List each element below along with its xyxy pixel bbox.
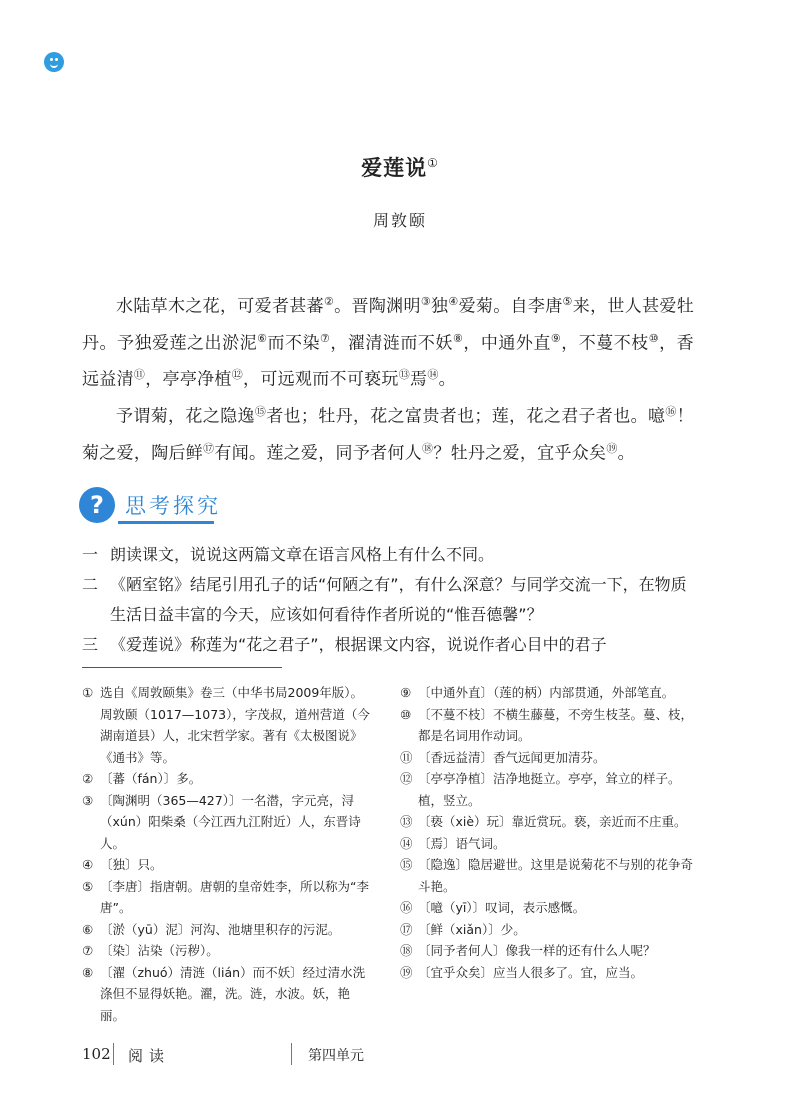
text-segment: ？牡丹之爱，宜乎众矣 xyxy=(433,443,607,464)
footnote-number: ⑤ xyxy=(82,878,94,894)
footnote-marker[interactable]: ③ xyxy=(420,295,432,308)
text-segment: 来，世人甚爱牡丹。予独爱莲之出淤泥 xyxy=(82,296,695,354)
body-text xyxy=(82,286,694,469)
footnotes-left-column xyxy=(82,682,372,1026)
footnote-number: ⑫ xyxy=(400,771,413,786)
text-segment: 。 xyxy=(438,369,456,390)
footnote-item xyxy=(82,854,372,876)
footnote-marker[interactable]: ⑨ xyxy=(550,331,562,345)
footnote-text: 选自《周敦颐集》卷三（中华书局2009年版）。周敦颐（1017—1073），字茂叔，道州营道（今湖南道县）人，北宋哲学家。著有《太极图说》《通书》等。 xyxy=(100,685,370,765)
footnote-marker[interactable]: ⑲ xyxy=(606,441,618,455)
footnote-number: ⑩ xyxy=(400,706,412,722)
text-segment: 。晋陶渊明 xyxy=(334,296,421,317)
footnote-text: 〔鲜（xiǎn）〕少。 xyxy=(418,921,526,937)
body-paragraph xyxy=(82,286,694,396)
footnote-text: 〔濯（zhuó）清涟（lián）而不妖〕经过清水洗涤但不显得妖艳。濯，洗。涟，水波。妖，艳丽。 xyxy=(100,964,366,1023)
footnote-number: ⑬ xyxy=(400,814,413,829)
footnote-marker[interactable]: ⑤ xyxy=(562,295,573,308)
question-number: 二 xyxy=(82,575,99,594)
footnote-number: ⑧ xyxy=(82,964,94,980)
footnote-item xyxy=(82,962,372,1027)
footnote-item xyxy=(400,747,696,769)
text-segment: 爱菊。自李唐 xyxy=(458,296,563,317)
footnote-text: 〔焉〕语气词。 xyxy=(418,835,506,851)
text-segment: ，中通外直 xyxy=(463,333,551,354)
body-paragraph xyxy=(82,396,694,469)
footnote-marker[interactable]: ⑥ xyxy=(257,331,268,345)
footnote-marker[interactable]: ⑭ xyxy=(427,368,439,382)
footnote-marker[interactable]: ⑰ xyxy=(203,441,215,455)
footnote-number: ④ xyxy=(82,857,94,872)
text-segment: 焉 xyxy=(410,369,428,390)
question-text: 《爱莲说》称莲为“花之君子”，根据课文内容，说说作者心目中的君子 xyxy=(110,635,607,654)
question-text: 《陋室铭》结尾引用孔子的话“何陋之有”，有什么深意？与同学交流一下，在物质生活日益丰富的今天，应该如何看待作者所说的“惟吾德馨”？ xyxy=(110,575,687,624)
footnote-text: 〔独〕只。 xyxy=(100,857,163,872)
text-segment: ，香远益清 xyxy=(82,333,694,390)
footnote-divider xyxy=(82,667,282,668)
footnote-item xyxy=(400,854,696,897)
text-segment: ！菊之爱，陶后鲜 xyxy=(82,406,694,464)
footnote-text: 〔不蔓不枝〕不横生藤蔓，不旁生枝茎。蔓、枝，都是名词用作动词。 xyxy=(418,706,694,743)
title-footnote-marker: ① xyxy=(427,156,439,170)
footnote-number: ⑭ xyxy=(400,835,413,851)
footnote-number: ⑥ xyxy=(82,921,94,937)
text-segment: 有闻。莲之爱，同予者何人 xyxy=(214,443,423,464)
text-segment: 。 xyxy=(617,443,635,464)
text-segment: 者也；牡丹，花之富贵者也；莲，花之君子者也。噫 xyxy=(266,406,666,427)
smiley-eye-left xyxy=(50,58,53,61)
footnote-number: ⑱ xyxy=(400,943,413,958)
footnote-text: 〔淤（yū）泥〕河沟、池塘里积存的污泥。 xyxy=(100,921,341,937)
question-icon: ? xyxy=(79,487,115,523)
text-segment: 独 xyxy=(431,296,449,317)
footnote-marker[interactable]: ⑪ xyxy=(133,368,146,382)
footnote-item xyxy=(82,790,372,855)
page-title xyxy=(0,152,800,182)
footnote-marker[interactable]: ⑩ xyxy=(648,331,660,345)
text-segment: ，濯清涟而不妖 xyxy=(330,333,453,354)
footnote-text: 〔陶渊明（365—427）〕一名潜，字元亮，浔（xún）阳柴桑（今江西九江附近）人，东晋诗人。 xyxy=(100,792,361,851)
title-text: 爱莲说 xyxy=(361,155,428,180)
footnote-text: 〔亵（xiè）玩〕靠近赏玩。亵，亲近而不庄重。 xyxy=(418,814,687,829)
footnote-marker[interactable]: ⑬ xyxy=(398,368,411,382)
footnote-item xyxy=(82,940,372,962)
footnote-item xyxy=(400,704,696,747)
footnote-item xyxy=(82,682,372,768)
smiley-mouth xyxy=(50,63,58,68)
footnote-item xyxy=(400,897,696,919)
question-list xyxy=(82,540,702,660)
footnote-item xyxy=(400,962,696,984)
question-item xyxy=(82,540,702,570)
footnotes-right-column xyxy=(400,682,696,983)
footnote-number: ① xyxy=(82,685,94,700)
footnote-item xyxy=(400,682,696,704)
footnote-item xyxy=(400,833,696,855)
footnote-marker[interactable]: ⑯ xyxy=(665,404,677,418)
footnote-item xyxy=(82,768,372,790)
page-number: 102 xyxy=(82,1045,111,1063)
footnote-number: ⑰ xyxy=(400,921,413,937)
footnote-text: 〔亭亭净植〕洁净地挺立。亭亭，耸立的样子。植，竖立。 xyxy=(418,771,681,808)
section-title: 思考探究 xyxy=(125,494,221,518)
footnote-text: 〔蕃（fán）〕多。 xyxy=(100,771,202,786)
footer-divider xyxy=(113,1043,114,1065)
footnote-number: ③ xyxy=(82,792,94,808)
smiley-icon xyxy=(44,52,64,72)
footnote-number: ⑯ xyxy=(400,900,413,915)
text-segment: ，可远观而不可亵玩 xyxy=(243,369,399,390)
footnote-number: ⑨ xyxy=(400,685,412,700)
question-number: 三 xyxy=(82,635,99,654)
question-item xyxy=(82,570,702,630)
text-segment: 水陆草木之花，可爱者甚蕃 xyxy=(116,296,324,317)
footnote-text: 〔香远益清〕香气远闻更加清芬。 xyxy=(418,749,606,765)
footnote-number: ⑦ xyxy=(82,943,94,958)
footnote-marker[interactable]: ⑱ xyxy=(422,441,434,455)
footer-unit-label: 第四单元 xyxy=(308,1048,364,1064)
footnote-item xyxy=(400,940,696,962)
smiley-eye-right xyxy=(55,58,58,61)
footnote-text: 〔宜乎众矣〕应当人很多了。宜，应当。 xyxy=(418,964,644,980)
footnote-text: 〔染〕沾染（污秽）。 xyxy=(100,943,219,958)
footnote-number: ⑮ xyxy=(400,857,413,872)
footnote-number: ⑲ xyxy=(400,964,413,980)
question-item xyxy=(82,630,702,660)
footnote-text: 〔同予者何人〕像我一样的还有什么人呢？ xyxy=(418,943,656,958)
footnote-marker[interactable]: ⑮ xyxy=(254,404,267,418)
footnote-item xyxy=(400,919,696,941)
footnote-marker[interactable]: ⑫ xyxy=(231,368,244,382)
footnote-item xyxy=(400,768,696,811)
footnote-item xyxy=(400,811,696,833)
text-segment: ，亭亭净植 xyxy=(145,369,232,390)
section-underline xyxy=(118,521,214,524)
footnote-marker[interactable]: ⑧ xyxy=(452,331,464,345)
footnote-marker[interactable]: ② xyxy=(323,295,335,308)
text-segment: ，不蔓不枝 xyxy=(561,333,649,354)
question-number: 一 xyxy=(82,545,99,564)
footnote-text: 〔隐逸〕隐居避世。这里是说菊花不与别的花争奇斗艳。 xyxy=(418,857,694,894)
text-segment: 而不染 xyxy=(267,333,320,354)
footer-section-label: 阅读 xyxy=(128,1047,171,1065)
footnote-item xyxy=(82,919,372,941)
footnote-marker[interactable]: ⑦ xyxy=(320,331,331,345)
author-name: 周敦颐 xyxy=(372,211,427,230)
footnote-number: ⑪ xyxy=(400,749,413,765)
question-text: 朗读课文，说说这两篇文章在语言风格上有什么不同。 xyxy=(110,545,495,564)
footnote-text: 〔噫（yī）〕叹词，表示感慨。 xyxy=(418,900,586,915)
footnote-item xyxy=(82,876,372,919)
footnote-text: 〔李唐〕指唐朝。唐朝的皇帝姓李，所以称为“李唐”。 xyxy=(100,878,369,915)
footnote-number: ② xyxy=(82,771,94,786)
footnote-marker[interactable]: ④ xyxy=(448,295,459,308)
footnote-text: 〔中通外直〕（莲的柄）内部贯通，外部笔直。 xyxy=(418,685,675,700)
footer-divider xyxy=(291,1043,292,1065)
text-segment: 予谓菊，花之隐逸 xyxy=(116,406,255,427)
